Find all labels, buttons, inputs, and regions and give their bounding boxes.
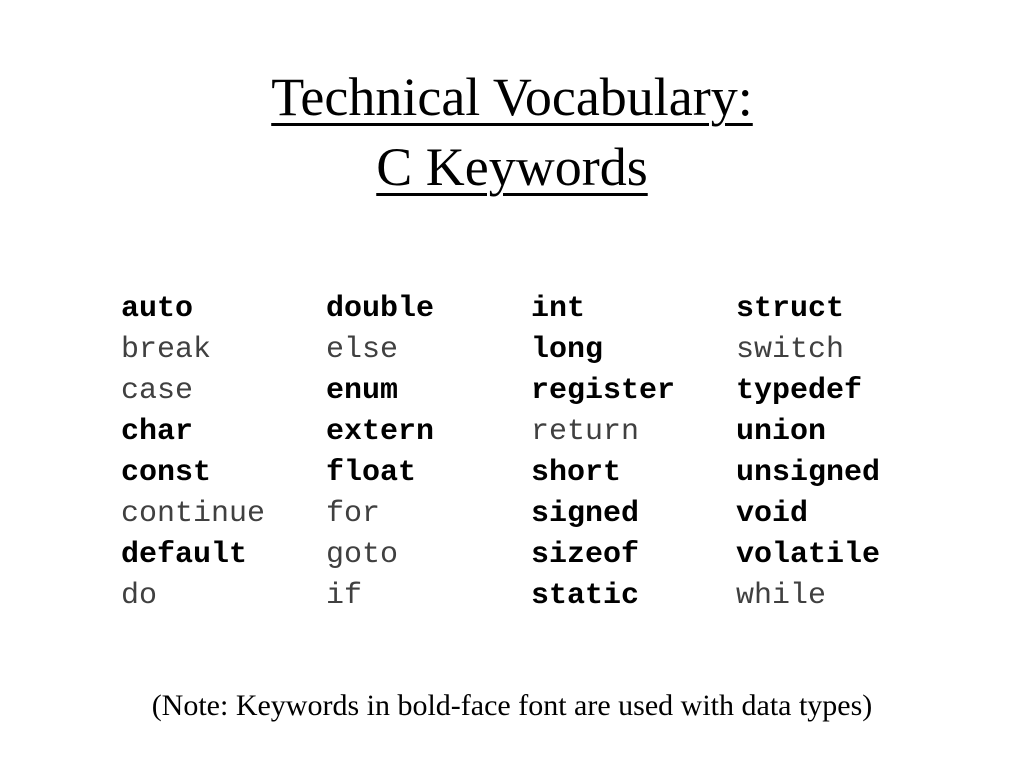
keyword-cell: long	[531, 333, 604, 367]
slide-title	[0, 62, 1024, 202]
keyword-cell: int	[531, 292, 586, 326]
keyword-cell: double	[326, 292, 435, 326]
keyword-cell: union	[736, 415, 827, 449]
keyword-cell: for	[326, 497, 381, 531]
keyword-cell: default	[121, 538, 248, 572]
keyword-cell: unsigned	[736, 456, 881, 490]
keyword-cell: char	[121, 415, 194, 449]
keyword-cell: return	[531, 415, 640, 449]
keyword-cell: sizeof	[531, 538, 640, 572]
keyword-cell: static	[531, 579, 640, 613]
keyword-cell: void	[736, 497, 809, 531]
keyword-cell: while	[736, 579, 827, 613]
keyword-cell: signed	[531, 497, 640, 531]
keyword-cell: goto	[326, 538, 399, 572]
keyword-cell: extern	[326, 415, 435, 449]
keyword-cell: float	[326, 456, 417, 490]
keyword-cell: continue	[121, 497, 266, 531]
keyword-cell: do	[121, 579, 158, 613]
keyword-cell: else	[326, 333, 399, 367]
keyword-cell: switch	[736, 333, 845, 367]
keyword-cell: const	[121, 456, 212, 490]
footnote: (Note: Keywords in bold-face font are used with data types)	[151, 689, 873, 722]
keyword-cell: struct	[736, 292, 845, 326]
keyword-cell: typedef	[736, 374, 863, 408]
title-line-2: C Keywords	[376, 137, 648, 197]
keyword-cell: if	[326, 579, 363, 613]
keyword-cell: register	[531, 374, 676, 408]
keyword-cell: short	[531, 456, 622, 490]
keyword-cell: auto	[121, 292, 194, 326]
keyword-cell: enum	[326, 374, 399, 408]
keyword-table	[121, 289, 941, 617]
title-line-1: Technical Vocabulary:	[271, 67, 753, 127]
keyword-cell: volatile	[736, 538, 881, 572]
keyword-cell: case	[121, 374, 194, 408]
keyword-cell: break	[121, 333, 212, 367]
